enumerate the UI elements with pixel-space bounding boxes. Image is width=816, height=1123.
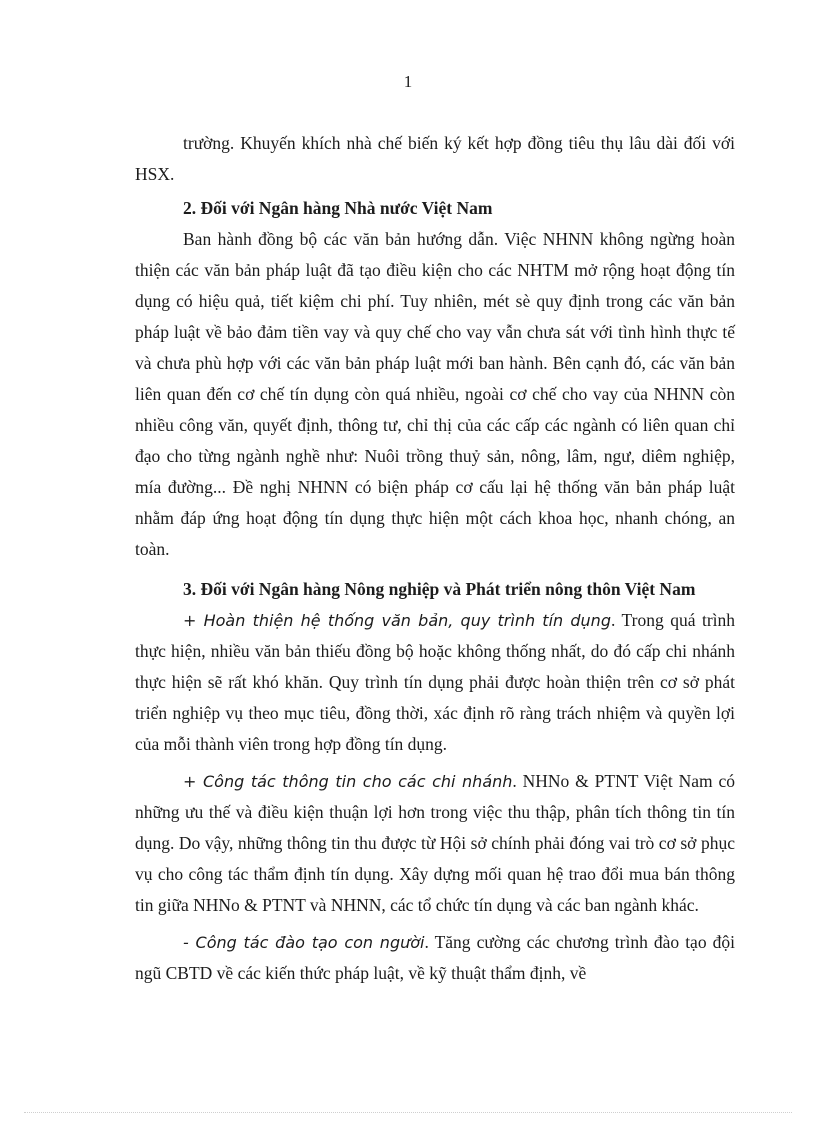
continuation-paragraph: trường. Khuyến khích nhà chế biến ký kết hợp đồng tiêu thụ lâu dài đối với HSX. bbox=[135, 133, 735, 184]
section-3-item-1 bbox=[135, 605, 735, 760]
body-text bbox=[135, 128, 735, 989]
item-1-text: . Trong quá trình thực hiện, nhiều văn bản thiếu đồng bộ hoặc không thống nhất, do đó cấp chi nhánh thực hiện sẽ rất khó khăn. Quy trình tín dụng phải được hoàn thiện trên cơ sở phát triển nghiệp vụ theo mục tiêu, đồng thời, xác định rõ ràng trách nhiệm và quyền lợi của mỗi thành viên trong hợp đồng tín dụng. bbox=[135, 610, 736, 754]
page-bottom-divider bbox=[24, 1112, 792, 1113]
section-2-paragraph: Ban hành đồng bộ các văn bản hướng dẫn. Việc NHNN không ngừng hoàn thiện các văn bản pháp luật đã tạo điều kiện cho các NHTM mở rộng hoạt động tín dụng có hiệu quả, tiết kiệm chi phí. Tuy nhiên, mét sè quy định trong các văn bản pháp luật về bảo đảm tiền vay và quy chế cho vay vẫn chưa sát với tình hình thực tế và chưa phù hợp với các văn bản pháp luật mới ban hành. Bên cạnh đó, các văn bản liên quan đến cơ chế tín dụng còn quá nhiều, ngoài cơ chế cho vay của NHNN còn nhiều công văn, quyết định, thông tư, chỉ thị của các cấp các ngành có liên quan chỉ đạo cho từng ngành nghề như: Nuôi trồng thuỷ sản, nông, lâm, ngư, diêm nghiệp, mía đường... Đề nghị NHNN có biện pháp cơ cấu lại hệ thống văn bản pháp luật nhằm đáp ứng hoạt động tín dụng thực hiện một cách khoa học, nhanh chóng, an toàn. bbox=[135, 229, 735, 559]
item-2-lead: + Công tác thông tin cho các chi nhánh bbox=[183, 772, 513, 791]
section-2-heading: 2. Đối với Ngân hàng Nhà nước Việt Nam bbox=[183, 198, 493, 218]
item-2-text: . NHNo & PTNT Việt Nam có những ưu thế và điều kiện thuận lợi hơn trong việc thu thập, phân tích thông tin tín dụng. Do vậy, những thông tin thu được từ Hội sở chính phải đóng vai trò cơ sở phục vụ cho công tác thẩm định tín dụng. Xây dựng mối quan hệ trao đổi mua bán thông tin giữa NHNo & PTNT và NHNN, các tổ chức tín dụng và các ban ngành khác. bbox=[135, 771, 735, 915]
section-3-heading: 3. Đối với Ngân hàng Nông nghiệp và Phát triển nông thôn Việt Nam bbox=[183, 579, 696, 599]
item-1-lead: + Hoàn thiện hệ thống văn bản, quy trình tín dụng bbox=[183, 611, 611, 630]
section-3-item-2 bbox=[135, 766, 735, 921]
item-3-text: . Tăng cường các chương trình đào tạo đội ngũ CBTD về các kiến thức pháp luật, về kỹ thuật thẩm định, về bbox=[135, 932, 735, 983]
item-3-lead: - Công tác đào tạo con người bbox=[183, 933, 425, 952]
section-3-item-3 bbox=[135, 927, 735, 989]
page-number: 1 bbox=[403, 72, 413, 91]
